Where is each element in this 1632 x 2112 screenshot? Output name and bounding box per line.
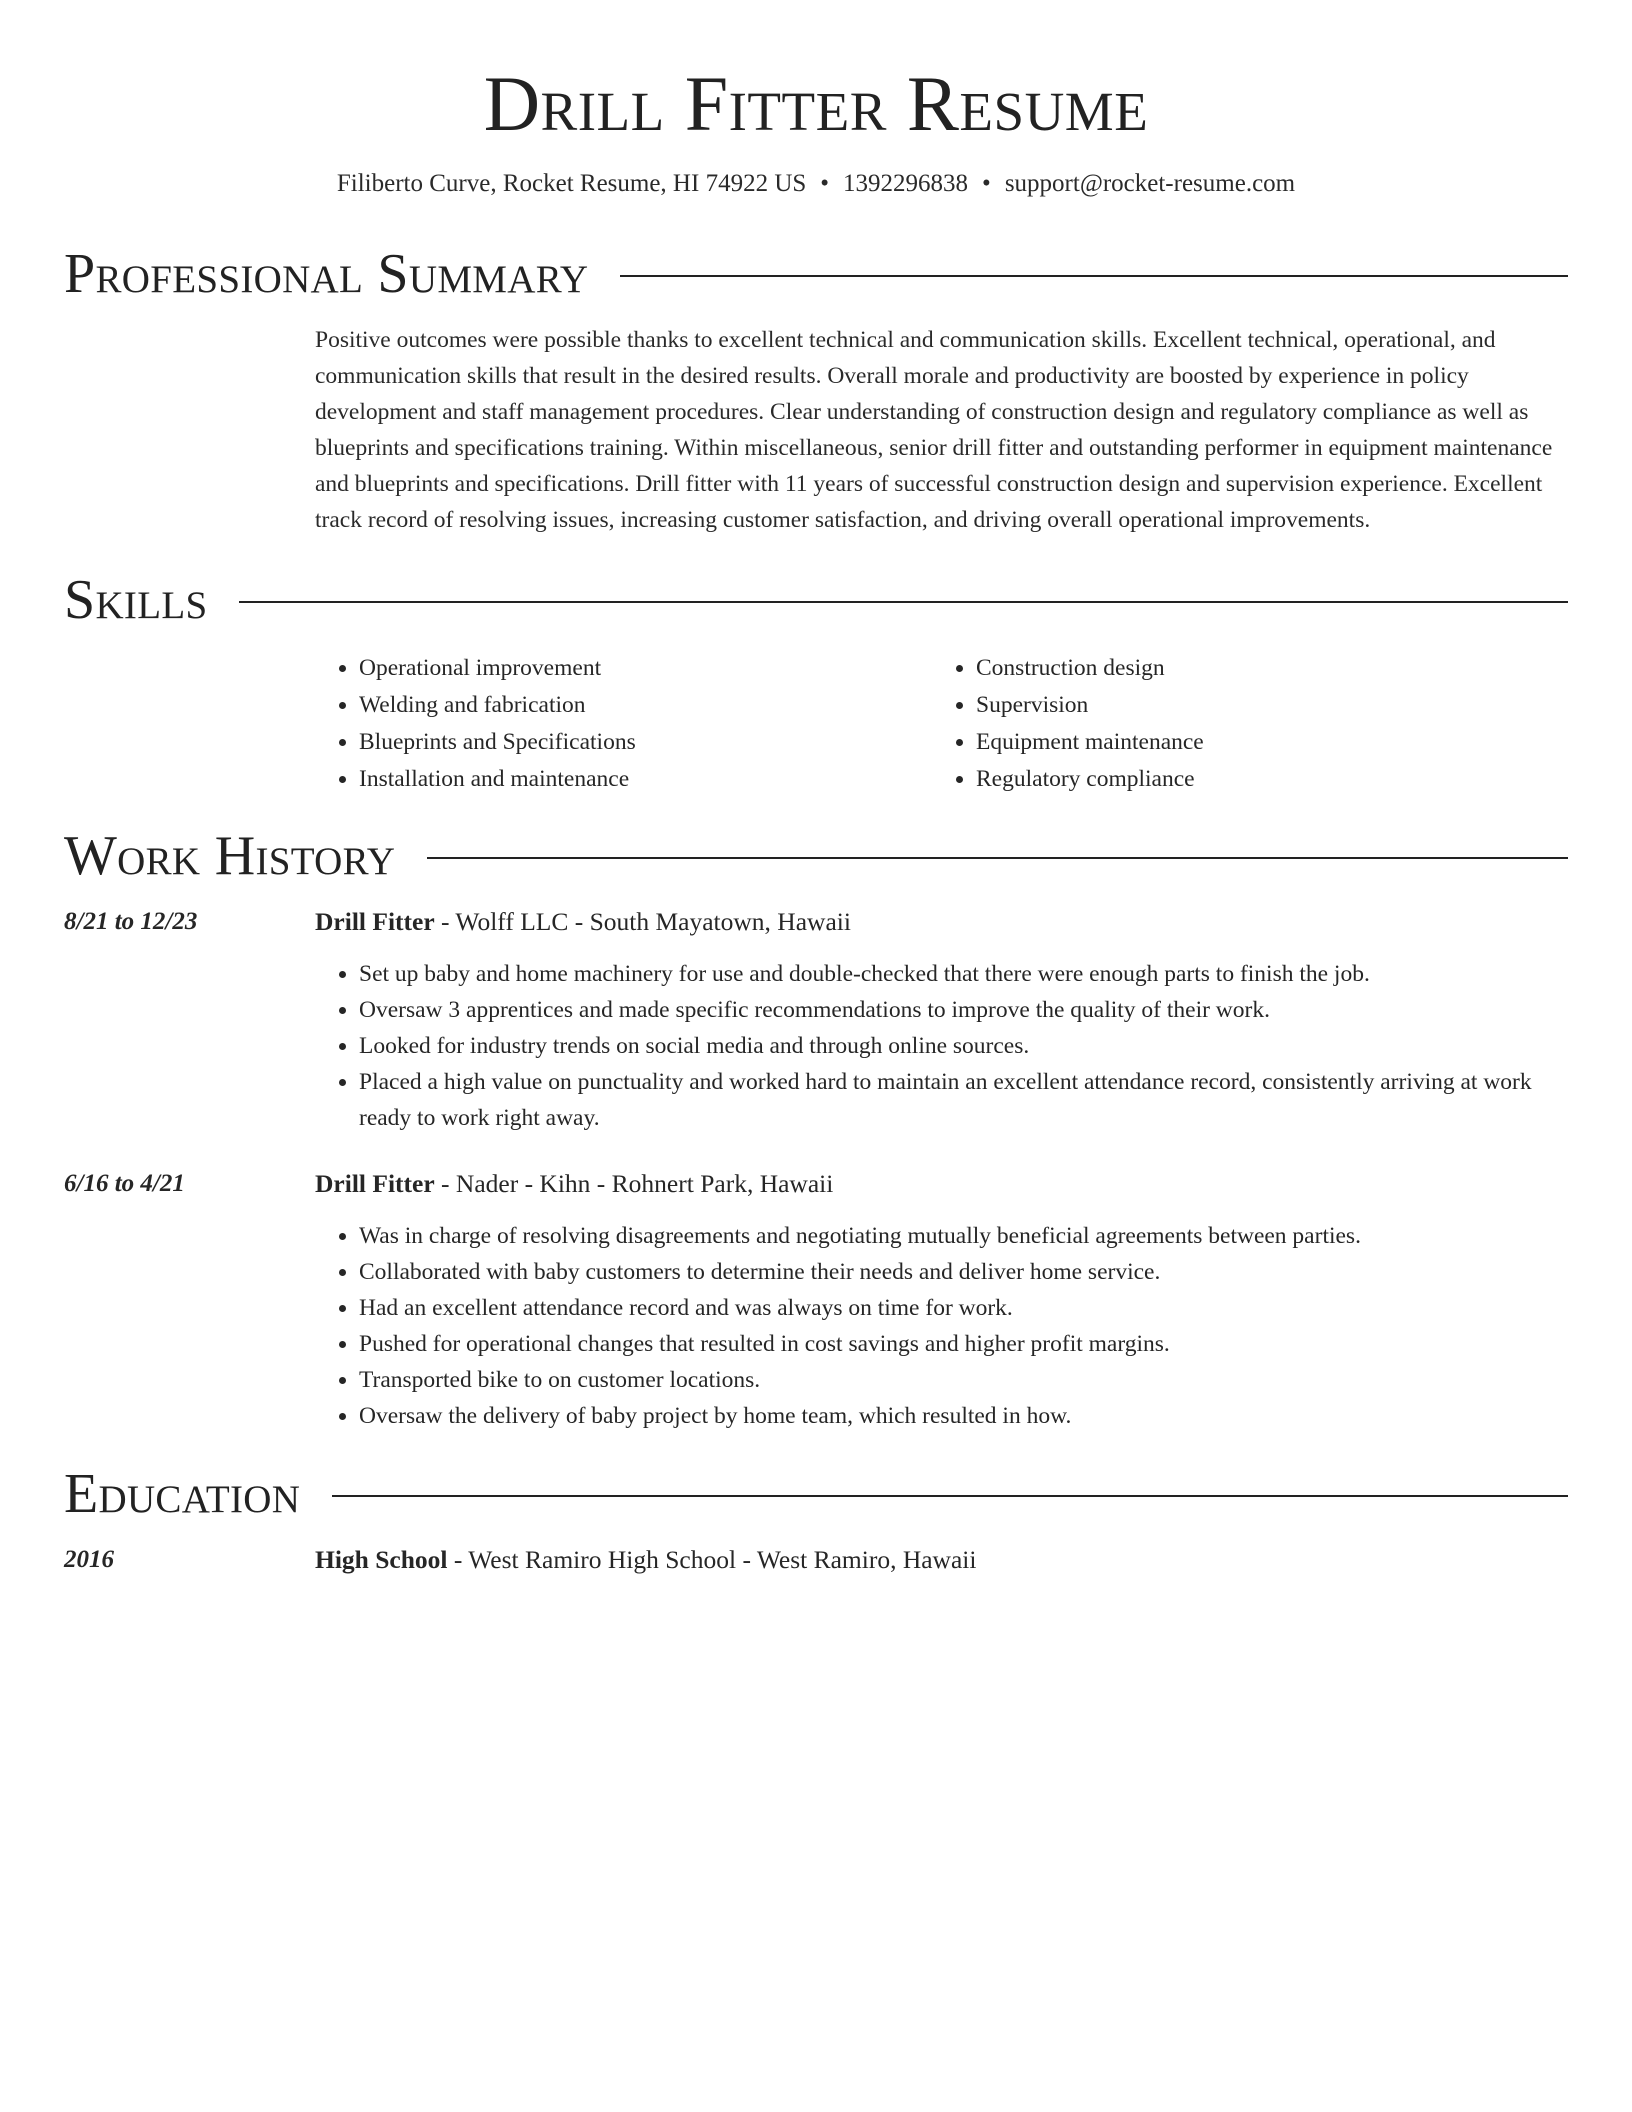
skills-list: [315, 650, 1568, 798]
job-bullets: [315, 956, 1568, 1136]
job-details: - Wolff LLC - South Mayatown, Hawaii: [434, 907, 851, 936]
job-details: - Nader - Kihn - Rohnert Park, Hawaii: [434, 1169, 834, 1198]
job-bullet: • Pushed for operational changes that resulted in cost savings and higher profit margins.: [359, 1326, 1568, 1362]
job-entry: [64, 1166, 1568, 1434]
skill-item: • Supervision: [976, 687, 1549, 724]
education-heading-line: [315, 1542, 976, 1578]
section-divider: [239, 601, 1568, 603]
skills-section-header: [64, 568, 1568, 632]
skill-item: • Construction design: [976, 650, 1549, 687]
skill-item: • Equipment maintenance: [976, 724, 1549, 761]
job-title: Drill Fitter: [315, 1169, 435, 1198]
skills-column-left: [315, 650, 932, 798]
section-divider: [620, 275, 1568, 277]
job-title: Drill Fitter: [315, 907, 435, 936]
work-section-header: [64, 824, 1568, 888]
skill-item: • Operational improvement: [359, 650, 932, 687]
resume-page: [64, 0, 1568, 1578]
contact-separator: •: [820, 170, 830, 197]
education-degree: High School: [315, 1545, 448, 1574]
page-title: Drill Fitter Resume: [483, 60, 1149, 147]
job-heading: [315, 904, 1568, 940]
section-divider: [427, 857, 1568, 859]
job-body: [315, 904, 1568, 1136]
contact-phone: 1392296838: [843, 170, 969, 197]
contact-separator: •: [982, 170, 991, 197]
contact-address: Filiberto Curve, Rocket Resume, HI 74922 US: [336, 170, 807, 197]
skill-item: • Regulatory compliance: [976, 761, 1549, 798]
contact-email: support@rocket-resume.com: [1004, 170, 1296, 197]
skills-heading: Skills: [64, 569, 208, 631]
section-divider: [332, 1495, 1568, 1497]
summary-section-header: [64, 242, 1568, 306]
skill-item: • Blueprints and Specifications: [359, 724, 932, 761]
job-bullet: • Transported bike to on customer locations.: [359, 1362, 1568, 1398]
job-body: [315, 1166, 1568, 1434]
summary-heading: Professional Summary: [64, 243, 589, 305]
skill-item: • Installation and maintenance: [359, 761, 932, 798]
job-bullet: • Oversaw the delivery of baby project by home team, which resulted in how.: [359, 1398, 1568, 1434]
contact-line: [64, 168, 1568, 200]
skill-item: • Welding and fabrication: [359, 687, 932, 724]
education-dates: 2016: [64, 1546, 114, 1573]
job-entry: [64, 904, 1568, 1136]
job-bullet: • Looked for industry trends on social media and through online sources.: [359, 1028, 1568, 1064]
job-bullet: • Had an excellent attendance record and was always on time for work.: [359, 1290, 1568, 1326]
job-bullet: • Set up baby and home machinery for use and double-checked that there were enough parts to finish the job.: [359, 956, 1568, 992]
job-heading: [315, 1166, 1568, 1202]
job-bullets: [315, 1218, 1568, 1434]
job-bullet: • Was in charge of resolving disagreements and negotiating mutually beneficial agreements between parties.: [359, 1218, 1568, 1254]
work-heading: Work History: [64, 825, 396, 887]
education-section-header: [64, 1462, 1568, 1526]
education-heading: Education: [64, 1463, 301, 1525]
job-bullet: • Collaborated with baby customers to determine their needs and deliver home service.: [359, 1254, 1568, 1290]
job-bullet: • Placed a high value on punctuality and worked hard to maintain an excellent attendance record, consistently arriving at work ready to work right away.: [359, 1064, 1568, 1136]
education-details: - West Ramiro High School - West Ramiro, Hawaii: [447, 1545, 977, 1574]
job-bullet: • Oversaw 3 apprentices and made specific recommendations to improve the quality of their work.: [359, 992, 1568, 1028]
summary-text: Positive outcomes were possible thanks to excellent technical and communication skills. Excellent technical, operational, and communication skills that result in the desired results. Overall morale and productivity are boosted by experience in policy development and staff management procedures. Clear understanding of construction design and regulatory compliance as well as blueprints and specifications training. Within miscellaneous, senior drill fitter and outstanding performer in equipment maintenance and blueprints and specifications. Drill fitter with 11 years of successful construction design and supervision experience. Excellent track record of resolving issues, increasing customer satisfaction, and driving overall operational improvements.: [315, 327, 1553, 533]
skills-column-right: [932, 650, 1549, 798]
education-entry: [64, 1542, 1568, 1578]
job-dates: 8/21 to 12/23: [64, 908, 198, 935]
job-dates: 6/16 to 4/21: [64, 1170, 185, 1197]
